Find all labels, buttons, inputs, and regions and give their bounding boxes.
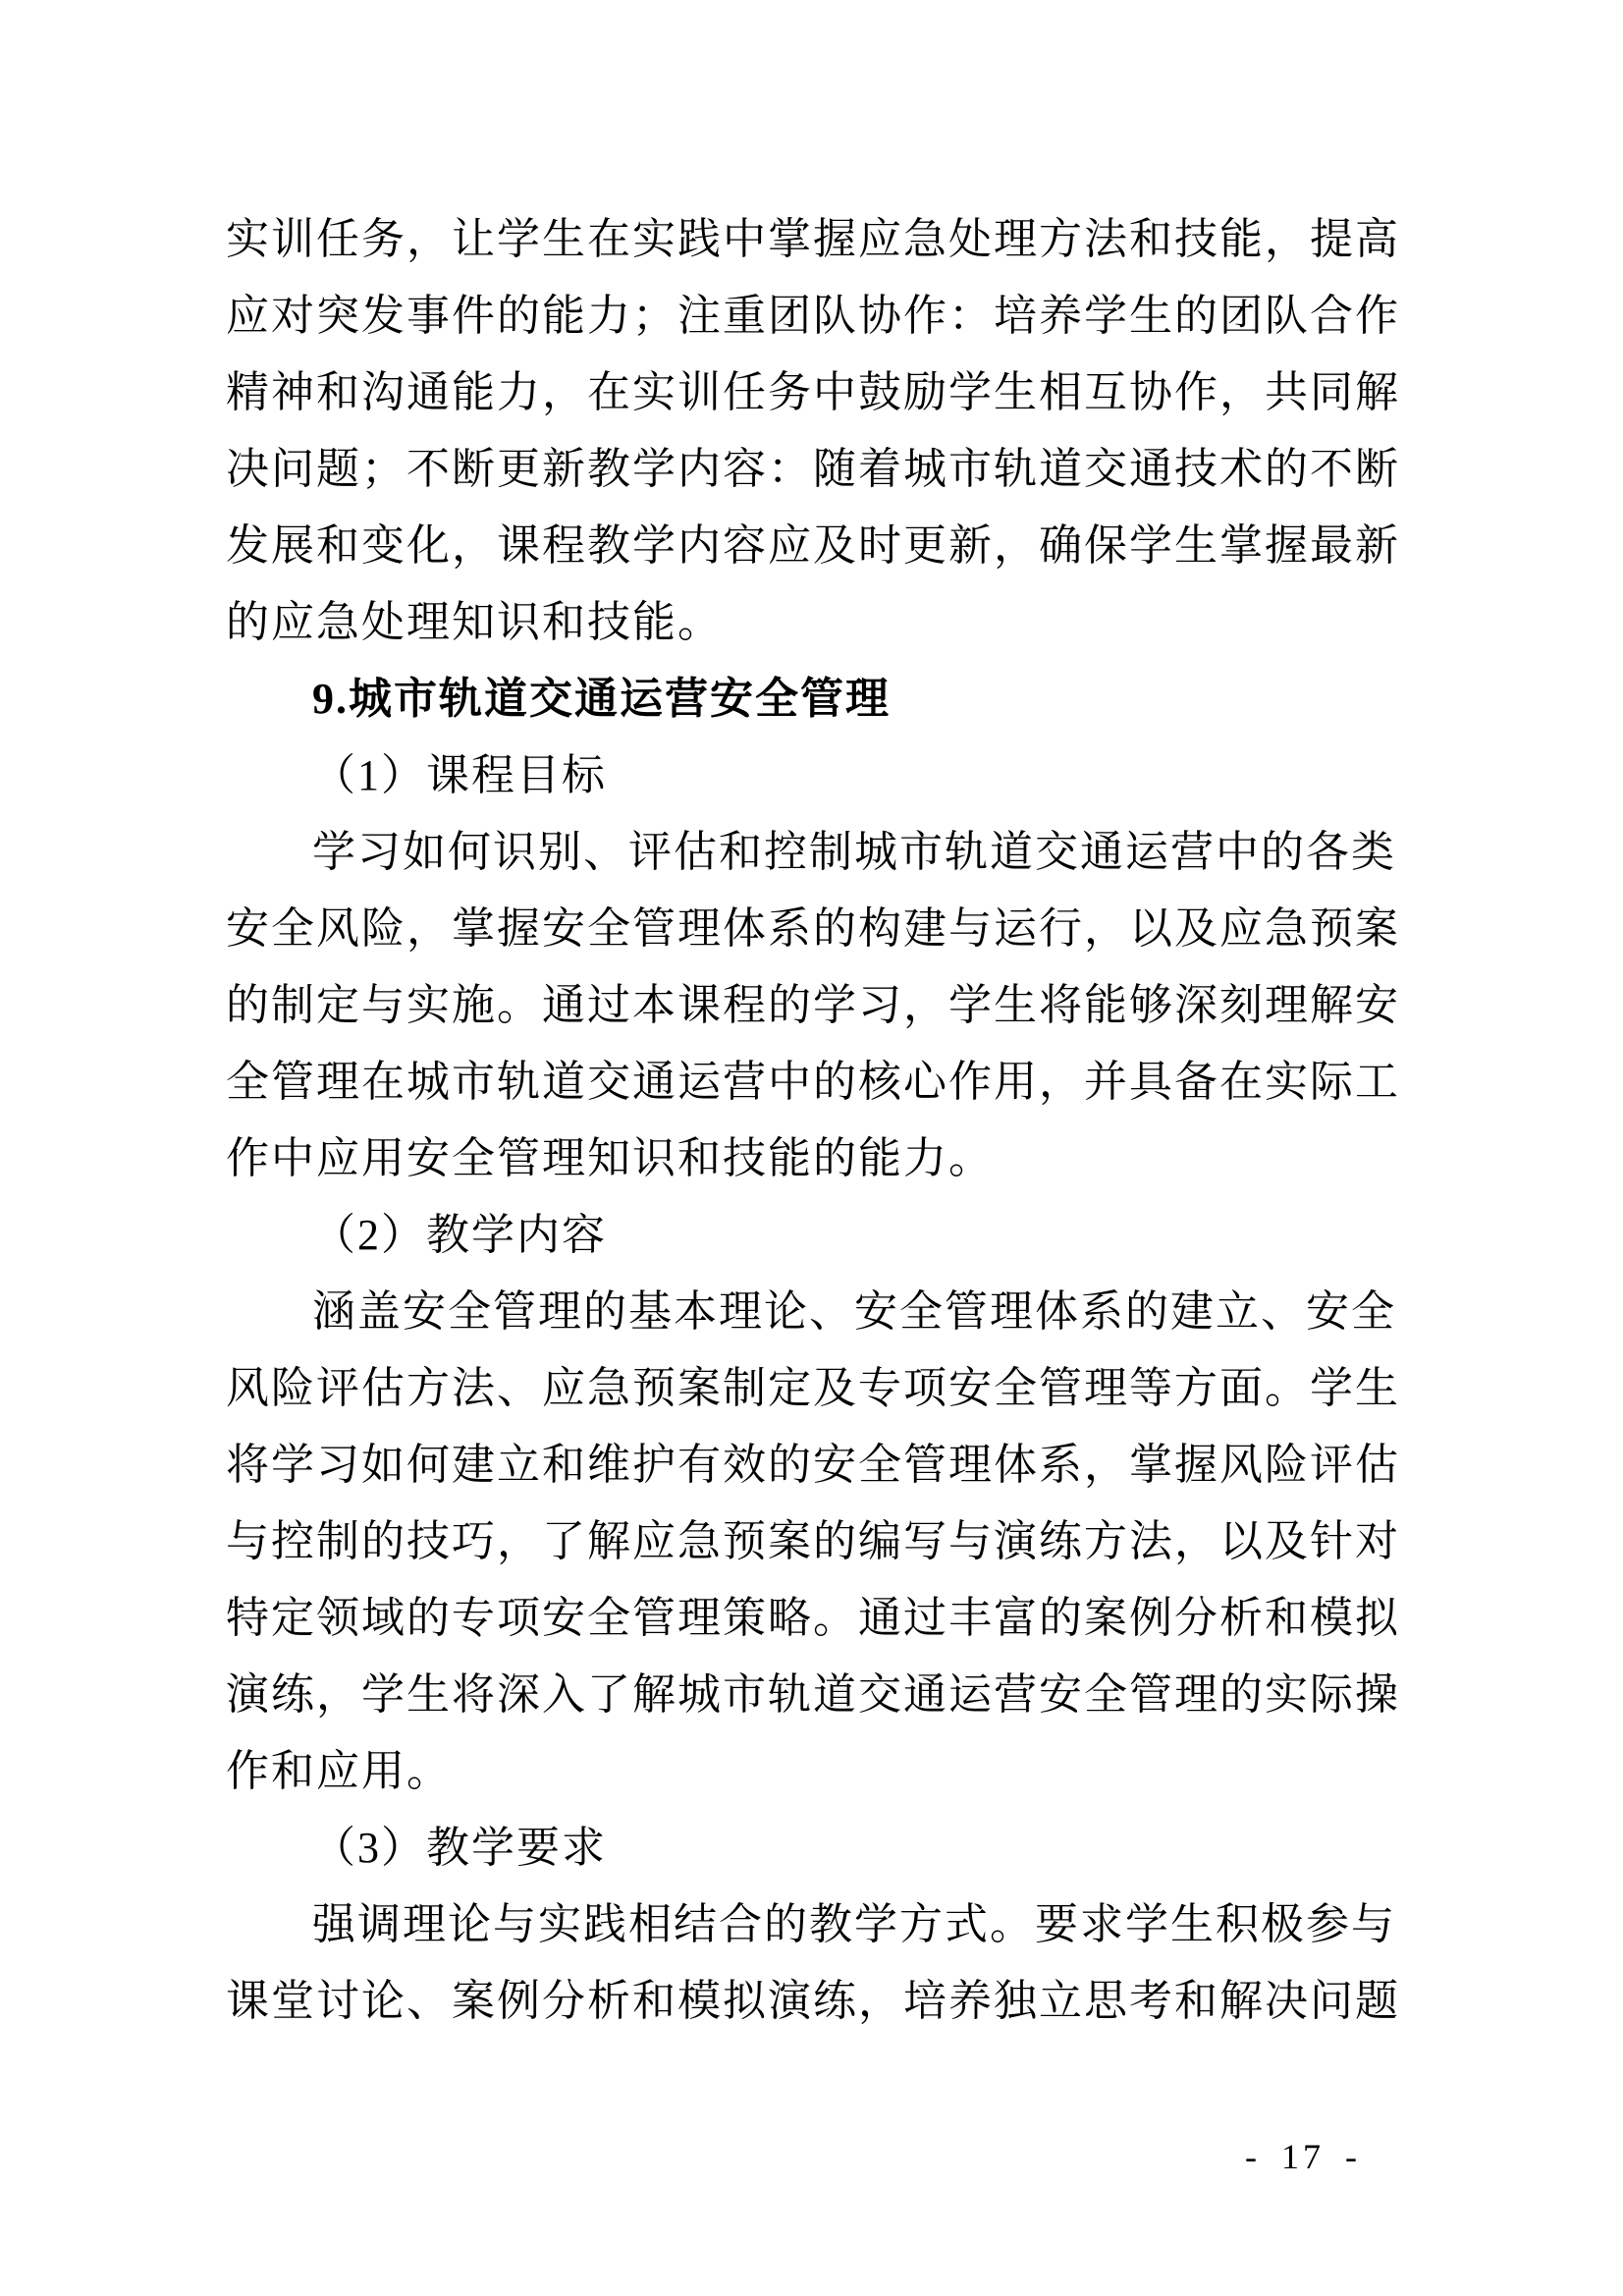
paragraph: 学习如何识别、评估和控制城市轨道交通运营中的各类安全风险，掌握安全管理体系的构建与运行，以及应急预案的制定与实施。通过本课程的学习，学生将能够深刻理解安全管理在城市轨道交通运营中的核心作用，并具备在实际工作中应用安全管理知识和技能的能力。 <box>226 828 1400 1182</box>
paragraph: 实训任务，让学生在实践中掌握应急处理方法和技能，提高应对突发事件的能力；注重团队协作：培养学生的团队合作精神和沟通能力，在实训任务中鼓励学生相互协作，共同解决问题；不断更新教学内容：随着城市轨道交通技术的不断发展和变化，课程教学内容应及时更新，确保学生掌握最新的应急处理知识和技能。 <box>226 215 1400 646</box>
document-body <box>226 201 1408 2040</box>
paragraph: （2）教学内容 <box>312 1211 607 1259</box>
section-heading: 9.城市轨道交通运营安全管理 <box>312 675 891 723</box>
page-number: - 17 - <box>1245 2137 1361 2176</box>
paragraph: 强调理论与实践相结合的教学方式。要求学生积极参与课堂讨论、案例分析和模拟演练，培养独立思考和解决问题 <box>226 1900 1400 2025</box>
paragraph: （1）课程目标 <box>312 751 607 799</box>
paragraph: （3）教学要求 <box>312 1824 607 1872</box>
paragraph: 涵盖安全管理的基本理论、安全管理体系的建立、安全风险评估方法、应急预案制定及专项安全管理等方面。学生将学习如何建立和维护有效的安全管理体系，掌握风险评估与控制的技巧，了解应急预案的编写与演练方法，以及针对特定领域的专项安全管理策略。通过丰富的案例分析和模拟演练，学生将深入了解城市轨道交通运营安全管理的实际操作和应用。 <box>226 1287 1400 1795</box>
